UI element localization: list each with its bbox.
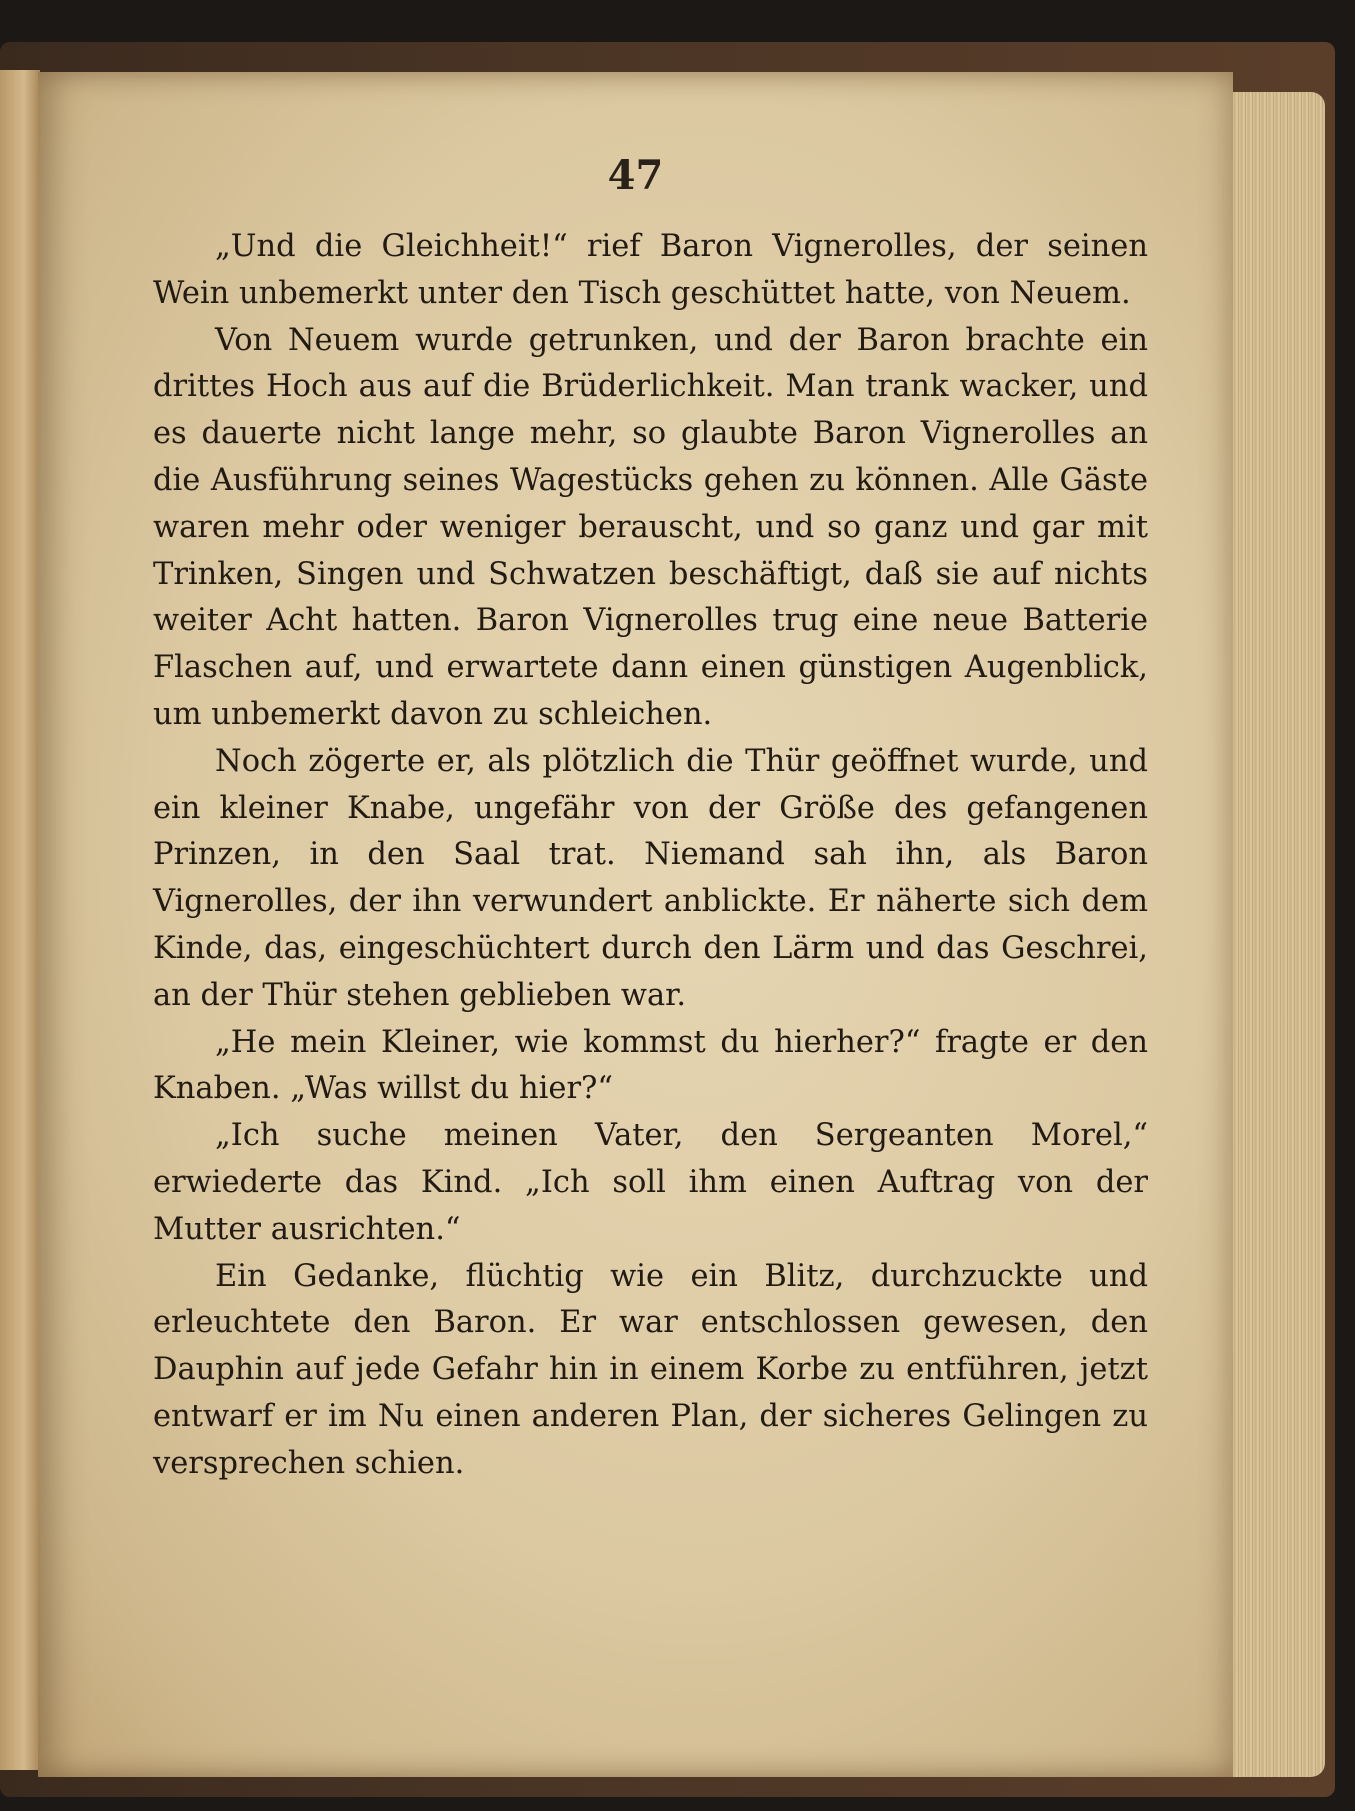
paragraph: „Und die Gleichheit!“ rief Baron Vignerolles, der seinen Wein unbemerkt unter den Tisch geschüttet hatte, von Neuem.: [153, 229, 1148, 311]
page-number: 47: [607, 152, 664, 199]
page-stack-edges: [1225, 92, 1325, 1777]
paragraph: Von Neuem wurde getrunken, und der Baron brachte ein drittes Hoch aus auf die Brüderlichkeit. Man trank wacker, und es dauerte nicht lange mehr, so glaubte Baron Vignerolles an die Ausführung seines Wagestücks gehen zu können. Alle Gäste waren mehr oder weniger berauscht, und so ganz und gar mit Trinken, Singen und Schwatzen beschäftigt, daß sie auf nichts weiter Acht hatten. Baron Vignerolles trug eine neue Batterie Flaschen auf, und erwartete dann einen günstigen Augenblick, um unbemerkt davon zu schleichen.: [153, 322, 1148, 732]
paragraph: Noch zögerte er, als plötzlich die Thür geöffnet wurde, und ein kleiner Knabe, ungefähr von der Größe des gefangenen Prinzen, in den Saal trat. Niemand sah ihn, als Baron Vignerolles, der ihn verwundert anblickte. Er näherte sich dem Kinde, das, eingeschüchtert durch den Lärm und das Geschrei, an der Thür stehen geblieben war.: [153, 743, 1148, 1013]
paragraph: „Ich suche meinen Vater, den Sergeanten Morel,“ erwiederte das Kind. „Ich soll ihm einen Auftrag von der Mutter ausrichten.“: [153, 1118, 1148, 1247]
paragraph: Ein Gedanke, flüchtig wie ein Blitz, durchzuckte und erleuchtete den Baron. Er war entschlossen gewesen, den Dauphin auf jede Gefahr hin in einem Korbe zu entführen, jetzt entwarf er im Nu einen anderen Plan, der sicheres Gelingen zu versprechen schien.: [153, 1258, 1148, 1481]
paragraph: „He mein Kleiner, wie kommst du hierher?“ fragte er den Knaben. „Was willst du hier?“: [153, 1024, 1148, 1107]
body-text: [153, 224, 1148, 1488]
book-page: [38, 72, 1233, 1777]
facing-page-edge: [0, 70, 40, 1770]
